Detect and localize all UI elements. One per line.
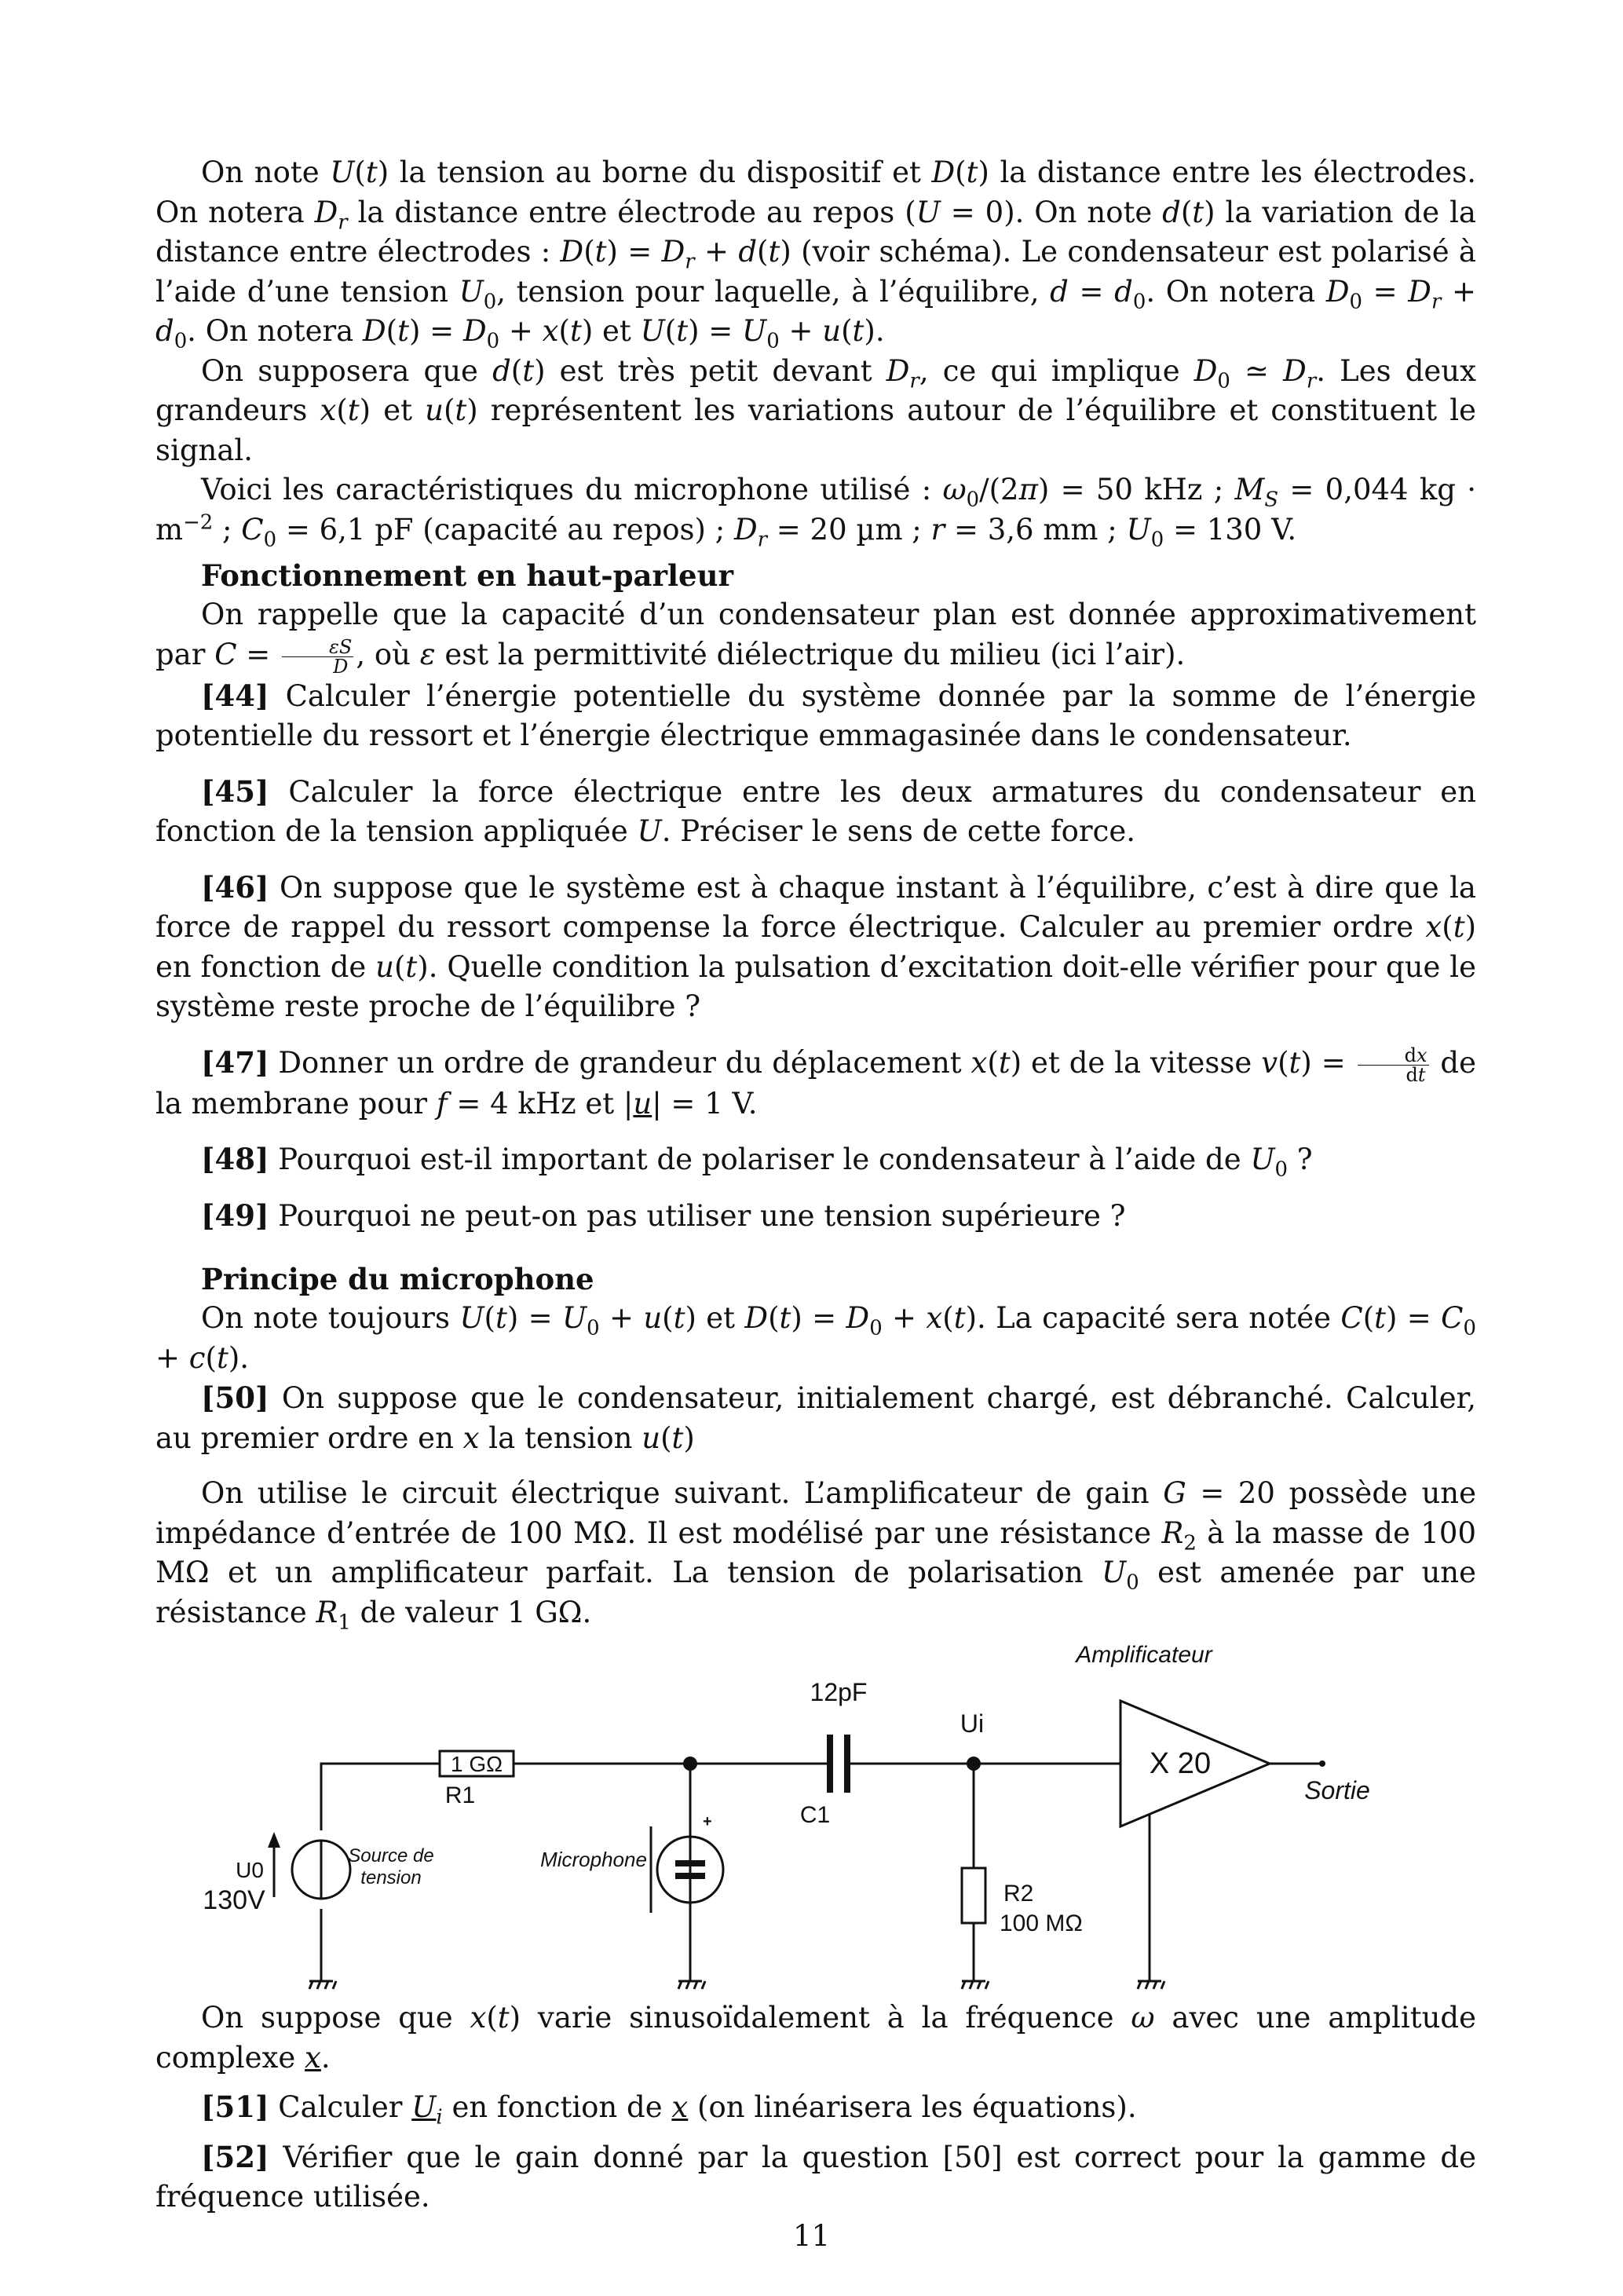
capacitor-c1-plate-left: [827, 1735, 833, 1793]
paragraph-definitions: On note U(t) la tension au borne du dispositif et D(t) la distance entre les électrodes. On notera $D_r$ la distance entre électrode au repos (U = 0). On note d(t) la variation de la distance entre électrodes : $D(t) = D_r + d(t)$ (voir schéma). Le condensateur est polarisé à l’aide d’une tension $U_0$, tension pour laquelle, à l’équilibre, $d = d_0$. On notera $D_0 = D_r + d_0$. On notera $D(t) = D_0 + x(t)$ et $U(t) = U_0 + u(t)$.: [155, 155, 1476, 353]
amplifier-title: Amplificateur: [1076, 1642, 1212, 1668]
question-49: [155, 1196, 1476, 1237]
r2-value-label: 100 MΩ: [1000, 1910, 1083, 1936]
paragraph-capacitance-formula: On rappelle que la capacité d’un condensateur plan est donnée approximativement par C = $\frac{\varepsilon S}{D}$ , où ε est la permittivité diélectrique du milieu (ici l’air).: [155, 598, 1476, 678]
question-number: [48]: [201, 1142, 269, 1176]
question-number: [52]: [201, 2139, 269, 2174]
node-ui-label: Ui: [960, 1709, 985, 1738]
question-47: [47] Donner un ordre de grandeur du déplacement x(t) et de la vitesse v(t) = $\frac{dx}{dt}$ de la membrane pour f = 4 kHz et |u| = 1 V.: [155, 1044, 1476, 1121]
fraction-dx-dt: $\frac{dx}{dt}$: [1358, 1046, 1429, 1084]
question-number: [49]: [201, 1197, 269, 1233]
question-number: [44]: [201, 678, 269, 713]
source-voltage-name: U0: [236, 1858, 264, 1882]
question-text: Pourquoi ne peut-on pas utiliser une tension supérieure ?: [278, 1198, 1126, 1233]
output-label: Sortie: [1304, 1776, 1370, 1804]
question-number: [47]: [201, 1044, 269, 1080]
question-52: [155, 2137, 1476, 2217]
question-44: [155, 676, 1476, 756]
question-50: [50] On suppose que le condensateur, initialement chargé, est débranché. Calculer, au premier ordre en x la tension u(t): [155, 1380, 1476, 1455]
question-48: [48] Pourquoi est-il important de polariser le condensateur à l’aide de $U_0$ ?: [201, 1142, 1313, 1182]
paragraph-sinusoidal: On suppose que x(t) varie sinusoïdalement à la fréquence ω avec une amplitude complexe x.: [155, 2001, 1476, 2075]
circuit-diagram: [155, 1634, 1476, 1998]
voltage-arrow-head: [268, 1832, 280, 1848]
microphone-label: Microphone: [540, 1848, 647, 1871]
fraction-eps-s-over-d: $\frac{\varepsilon S}{D}$: [282, 638, 353, 676]
question-text: Calculer l’énergie potentielle du système donnée par la somme de l’énergie potentielle du ressort et l’énergie électrique emmagasinée dans le condensateur.: [155, 678, 1476, 752]
r1-value-label: 1 GΩ: [450, 1752, 503, 1776]
question-number: [51]: [201, 2089, 269, 2124]
source-label-line-2: tension: [360, 1867, 422, 1888]
source-label-line-1: Source de: [348, 1845, 434, 1866]
microphone-polarity: +: [703, 1813, 712, 1830]
source-voltage-value: 130V: [203, 1885, 265, 1915]
question-46: [46] On suppose que le système est à chaque instant à l’équilibre, c’est à dire que la force de rappel du ressort compense la force électrique. Calculer au premier ordre x(t) en fonction de u(t). Quelle condition la pulsation d’excitation doit-elle vérifier pour que le système reste proche de l’équilibre ?: [155, 869, 1477, 1023]
r2-name-label: R2: [1003, 1881, 1034, 1907]
c1-value-label: 12pF: [810, 1678, 868, 1706]
microphone-plate-bottom: [675, 1873, 705, 1879]
resistor-r2: [962, 1868, 985, 1923]
paragraph-characteristics: Voici les caractéristiques du microphone utilisé : $\omega_0/(2\pi) = 50$ kHz ; $M_S = 0,044$ kg · $m^{-2}$ ; $C_0 = 6,1$ pF (capacité au repos) ; $D_r = 20$ µm ; r = 3,6 mm ; $U_0 = 130$ V.: [155, 473, 1476, 551]
junction-dot: [967, 1757, 981, 1771]
paragraph-circuit-intro: On utilise le circuit électrique suivant. L’amplificateur de gain G = 20 possède une impédance d’entrée de 100 MΩ. Il est modélisé par une résistance $R_2$ à la masse de 100 MΩ et un amplificateur parfait. La tension de polarisation $U_0$ est amenée par une résistance $R_1$ de valeur 1 GΩ.: [155, 1476, 1477, 1634]
output-terminal: [1319, 1760, 1325, 1767]
r1-name-label: R1: [444, 1782, 476, 1808]
question-number: [46]: [201, 869, 269, 905]
section-title-microphone: Principe du microphone: [201, 1262, 594, 1296]
question-number: [50]: [201, 1380, 269, 1415]
question-text: Vérifier que le gain donné par la question [50] est correct pour la gamme de fréquence utilisée.: [155, 2140, 1476, 2214]
capacitor-c1-plate-right: [844, 1735, 850, 1793]
amplifier-gain: X 20: [1149, 1747, 1212, 1780]
c1-name-label: C1: [799, 1802, 831, 1828]
junction-dot: [683, 1757, 697, 1771]
section-title-loudspeaker: Fonctionnement en haut-parleur: [201, 558, 733, 593]
question-number: [45]: [201, 773, 269, 809]
microphone-plate-top: [675, 1860, 705, 1866]
ground-symbols: [309, 1981, 1164, 1989]
page-body: [155, 153, 1476, 2217]
paragraph-approximation: On supposera que d(t) est très petit devant $D_r$, ce qui implique $D_0$ ≃ $D_r$. Les deux grandeurs x(t) et u(t) représentent les variations autour de l’équilibre et constituent le signal.: [155, 353, 1476, 467]
paragraph-notation: On note toujours $U(t) = U_0 + u(t)$ et $D(t) = D_0 + x(t)$. La capacité sera notée $C(t) = C_0 + c(t)$.: [155, 1301, 1476, 1375]
question-45: [45] Calculer la force électrique entre les deux armatures du condensateur en fonction de la tension appliquée U. Préciser le sens de cette force.: [155, 773, 1476, 848]
page-number: 11: [792, 2219, 831, 2253]
question-51: [51] Calculer $U_i$ en fonction de x (on linéarisera les équations).: [201, 2089, 1137, 2130]
